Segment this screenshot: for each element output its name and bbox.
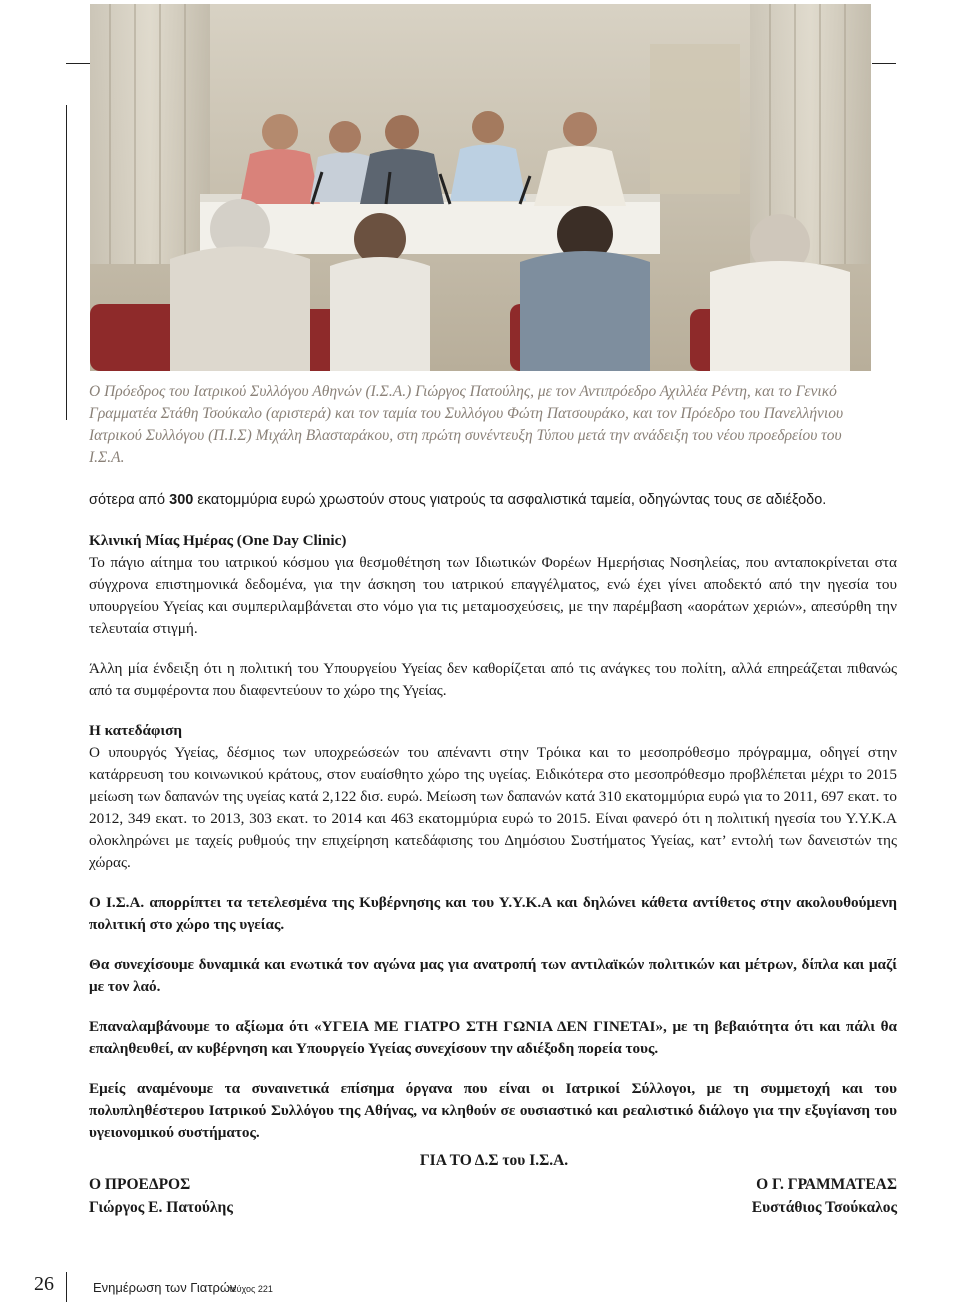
top-rule-left bbox=[66, 63, 90, 64]
lead-paragraph: σότερα από 300 εκατομμύρια ευρώ χρωστούν στους γιατρούς τα ασφαλιστικά ταμεία, οδηγώντας τους σε αδιέξοδο. bbox=[89, 492, 827, 508]
demolition-heading: Η κατεδάφιση bbox=[89, 722, 183, 739]
left-rule bbox=[66, 105, 67, 420]
bold-paragraph-1: Ο Ι.Σ.Α. απορρίπτει τα τετελεσμένα της Κυβέρνησης και του Υ.Υ.Κ.Α και δηλώνει κάθετα αντίθετος στην ακολουθούμενη πολιτική στο χώρο της υγείας. bbox=[89, 894, 897, 933]
bold-paragraph-2: Θα συνεχίσουμε δυναμικά και ενωτικά τον αγώνα μας για ανατροπή των αντιλαϊκών πολιτικών και μέτρων, δίπλα και μαζί με τον λαό. bbox=[89, 956, 897, 995]
secretary-title: Ο Γ. ΓΡΑΜΜΑΤΕΑΣ bbox=[756, 1176, 897, 1193]
top-rule-right bbox=[872, 63, 896, 64]
page-number: 26 bbox=[34, 1273, 54, 1295]
bold-paragraph-3: Επαναλαμβάνουμε το αξίωμα ότι «ΥΓΕΙΑ ΜΕ ΓΙΑΤΡΟ ΣΤΗ ΓΩΝΙΑ ΔΕΝ ΓΙΝΕΤΑΙ», με τη βεβαιότητα ότι και πάλι θα επαληθευθεί, αν κυβέρνηση και Υπουργείο Υγείας συνεχίσουν την αδιέξοδη πορεία τους. bbox=[89, 1018, 897, 1057]
clinic-section bbox=[89, 530, 897, 640]
president-title: Ο ΠΡΟΕΔΡΟΣ bbox=[89, 1176, 191, 1193]
bold-paragraph-4: Εμείς αναμένουμε τα συναινετικά επίσημα όργανα που είναι οι Ιατρικοί Σύλλογοι, με τη συμμετοχή και του πολυπληθέστερου Ιατρικού Συλλόγου της Αθήνας, να κληθούν σε ουσιαστικό και ρεαλιστικό διάλογο για την εξυγίανση του υγειονομικού συστήματος. bbox=[89, 1080, 897, 1141]
secretary-signature bbox=[752, 1173, 897, 1219]
footer-divider bbox=[66, 1272, 67, 1302]
press-conference-photo bbox=[90, 4, 871, 371]
president-signature bbox=[89, 1173, 233, 1219]
secretary-name: Ευστάθιος Τσούκαλος bbox=[751, 1199, 897, 1216]
magazine-title: Ενημέρωση των Γιατρών bbox=[93, 1280, 237, 1295]
issue-number: τεύχος 221 bbox=[229, 1284, 273, 1294]
clinic-text: Το πάγιο αίτημα του ιατρικού κόσμου για θεσμοθέτηση των Ιδιωτικών Φορέων Ημερήσιας Νοσηλείας, που ανταποκρίνεται στα σύγχρονα επιστημονικά δεδομένα, για την άσκηση του ιατρικού επαγγέλματος, ενώ έχει γίνει αποδεκτό από την ηγεσία του υπουργείου Υγείας και συμπεριλαμβάνεται στο νόμο για τις μεταμοσχεύσεις, με την παρέμβαση «αοράτων χεριών», απεσύρθη την τελευταία στιγμή. bbox=[89, 554, 897, 637]
president-name: Γιώργος Ε. Πατούλης bbox=[89, 1199, 233, 1216]
board-signature: ΓΙΑ ΤΟ Δ.Σ του Ι.Σ.Α. bbox=[419, 1152, 569, 1169]
policy-paragraph: Άλλη μία ένδειξη ότι η πολιτική του Υπουργείου Υγείας δεν καθορίζεται από τις ανάγκες του πολίτη, αλλά επηρεάζεται πιθανώς από τα συμφέροντα που διαφεντεύουν το χώρο της Υγείας. bbox=[89, 660, 897, 699]
clinic-heading: Κλινική Μίας Ημέρας (One Day Clinic) bbox=[89, 532, 347, 549]
demolition-section bbox=[89, 720, 897, 874]
demolition-text: Ο υπουργός Υγείας, δέσμιος των υποχρεώσεών του απέναντι στην Τρόικα και το μεσοπρόθεσμο πρόγραμμα, οδηγεί στην κατάρρευση του κοινωνικού κράτους, στον ευαίσθητο χώρο της υγείας. Ειδικότερα στο μεσοπρόθεσμο προβλέπεται μέχρι το 2015 μείωση των δαπανών της υγείας κατά 2,122 δισ. ευρώ. Μείωση των δαπανών κατά 310 εκατομμύρια ευρώ για το 2011, 697 εκατ. το 2012, 349 εκατ. το 2013, 303 εκατ. το 2014 και 463 εκατομμύρια ευρώ το 2015. Είναι φανερό ότι η πολιτική ηγεσία του Υ.Υ.Κ.Α ολοκληρώνει με ταχείς ρυθμούς την επιχείρηση κατεδάφισης του Δημόσιου Συστήματος Υγείας, κατ’ εντολή των δανειστών της χώρας. bbox=[89, 744, 897, 871]
article-body bbox=[89, 489, 897, 1162]
photo-caption: Ο Πρόεδρος του Ιατρικού Συλλόγου Αθηνών (Ι.Σ.Α.) Γιώργος Πατούλης, με τον Αντιπρόεδρο Αχιλλέα Ρέντη, και το Γενικό Γραμματέα Στάθη Τσούκαλο (αριστερά) και τον ταμία του Συλλόγου Φώτη Πατσουράκο, και τον Πρόεδρο του Πανελλήνιου Ιατρικού Συλλόγου (Π.Ι.Σ) Μιχάλη Βλασταράκου, στη πρώτη συνέντευξη Τύπου μετά την ανάδειξη του νέου προεδρείου του Ι.Σ.Α. bbox=[89, 383, 844, 466]
